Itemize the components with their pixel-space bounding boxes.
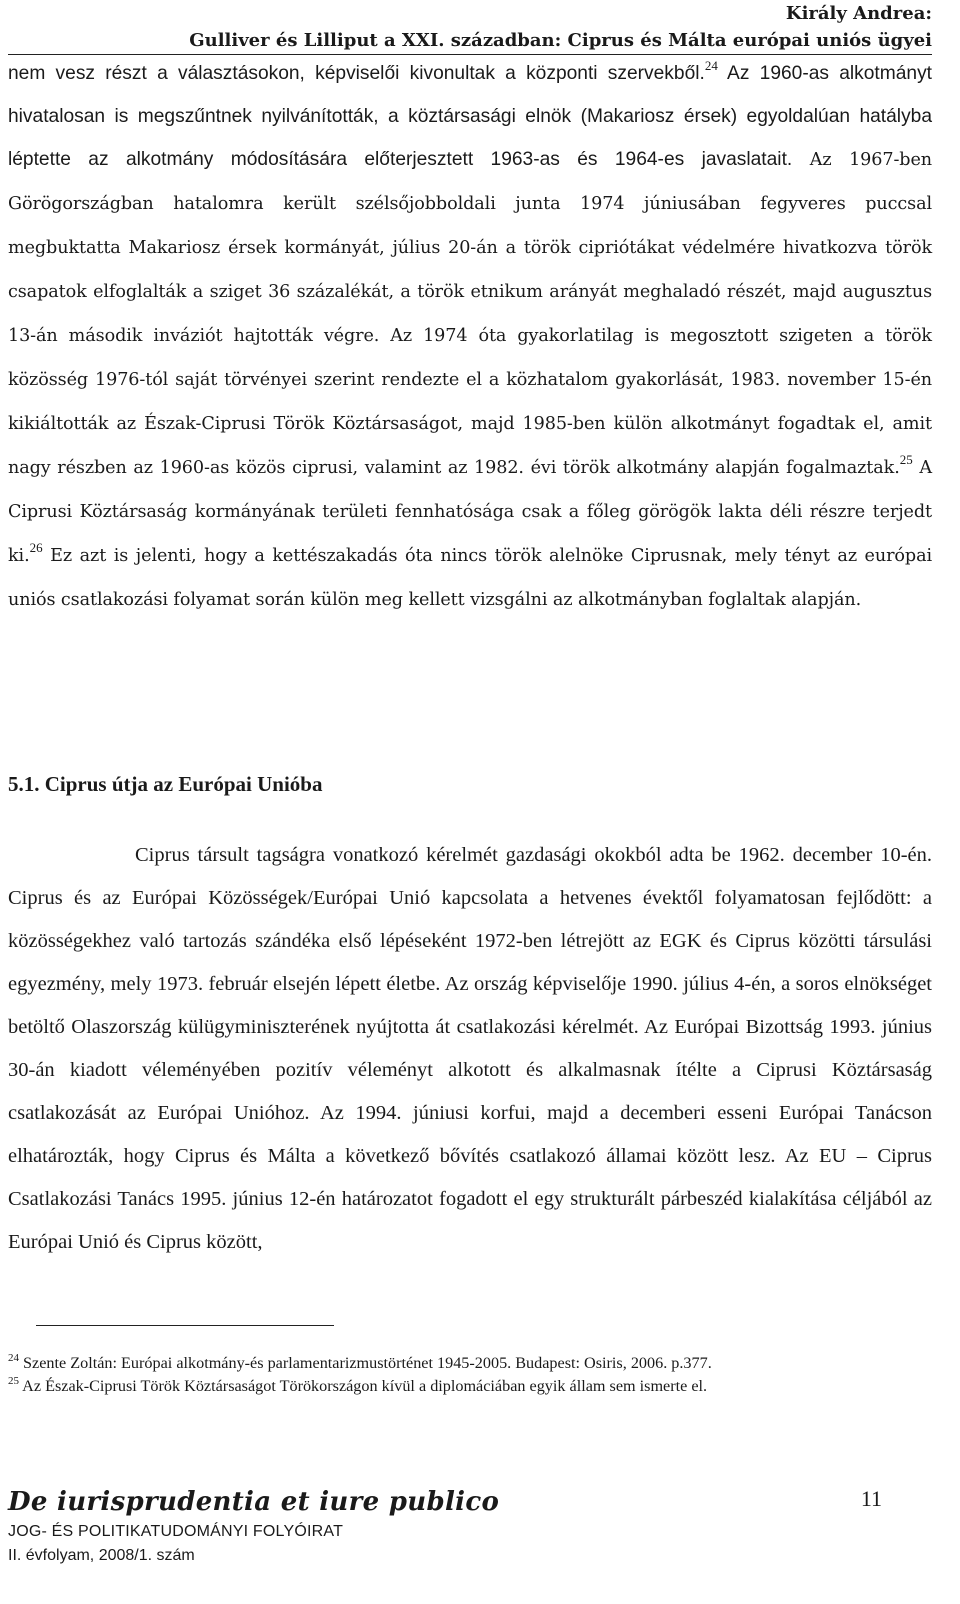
footnote-text: Az Észak-Ciprusi Török Köztársaságot Törökországon kívül a diplomáciában egyik állam sem ismerte el. [19,1377,708,1395]
footnote-divider [36,1325,334,1326]
journal-volume: II. évfolyam, 2008/1. szám [8,1547,195,1564]
paragraph-1-text: Ez azt is jelenti, hogy a kettészakadás óta nincs török alelnöke Ciprusnak, mely tényt az európai uniós csatlakozási folyamat során külön meg kellett vizsgálni az alkotmányban foglaltak alapján. [8,546,932,610]
footnote-text: Szente Zoltán: Európai alkotmány-és parlamentarizmustörténet 1945-2005. Budapest: Osiris, 2006. p.377. [19,1354,712,1372]
footnote-ref-24[interactable]: 24 [704,58,718,73]
journal-motto: De iurisprudentia et iure publico [8,1487,500,1517]
footnote-number: 25 [8,1375,19,1387]
journal-name: JOG- ÉS POLITIKATUDOMÁNYI FOLYÓIRAT [8,1523,344,1540]
paragraph-1-text: A Ciprusi Köztársaság kormányának területi fennhatósága csak a főleg görögök lakta déli részre terjedt ki. [8,458,932,566]
paragraph-1-text: nem vesz részt a választásokon, képviselői kivonultak a központi szervekből. [8,63,705,84]
paragraph-2-text: Ciprus társult tagságra vonatkozó kérelmét gazdasági okokból adta be 1962. december 10-én. Ciprus és az Európai Közösségek/Európai Unió kapcsolata a hetvenes évektől folyamatosan fejlődött: a közösségekhez való tartozás szándéka első lépéseként 1972-ben létrejött az EGK és Ciprus közötti társulási egyezmény, mely 1973. február elsején lépett életbe. Az ország képviselője 1990. július 4-én, a soros elnökséget betöltő Olaszország külügyminiszterének nyújtotta át csatlakozási kérelmét. Az Európai Bizottság 1993. június 30-án kiadott véleményében pozitív véleményt alkotott és alkalmasnak ítélte a Ciprusi Köztársaság csatlakozását az Európai Unióhoz. Az 1994. júniusi korfui, majd a decemberi esseni Európai Tanácson elhatározták, hogy Ciprus és Málta a következő bővítés csatlakozó államai között lesz. Az EU – Ciprus Csatlakozási Tanács 1995. június 12-én határozatot fogadott el egy strukturált párbeszéd kialakítása céljából az Európai Unió és Ciprus között, [8,844,932,1253]
footnote-ref-26[interactable]: 26 [29,540,43,555]
paragraph-1-text: Az 1967-ben Görögországban hatalomra került szélsőjobboldali junta 1974 júniusában fegyveres puccsal megbuktatta Makariosz érsek kormányát, július 20-án a török cipriótákat védelmére hivatkozva török csapatok elfoglalták a sziget 36 százalékát, a török etnikum arányát meghaladó részét, majd augusztus 13-án második inváziót hajtották végre. Az 1974 óta gyakorlatilag is megosztott szigeten a török közösség 1976-tól saját törvényei szerint rendezte el a közhatalom gyakorlását, 1983. november 15-én kikiáltották az Észak-Ciprusi Török Köztársaságot, majd 1985-ben külön alkotmányt fogadtak el, amit nagy részben az 1960-as közös ciprusi, valamint az 1982. évi török alkotmány alapján fogalmaztak. [8,150,932,478]
body-paragraph-2 [8,834,932,1264]
footnote-number: 24 [8,1352,19,1364]
footnote-ref-25[interactable]: 25 [899,452,913,467]
footnotes [8,1352,932,1398]
running-header [189,0,932,54]
header-author: Király Andrea: [785,3,932,24]
page-number: 11 [860,1486,882,1511]
section-heading: 5.1. Ciprus útja az Európai Unióba [8,772,323,796]
body-paragraph-1 [8,52,932,622]
footnote-24 [8,1352,932,1375]
paragraph-1-text: Az 1960-as alkotmányt hivatalosan is megszűntnek nyilvánították, a köztársasági elnök (Makariosz érsek) egyoldalúan hatályba léptette az alkotmány módosítására előterjesztett 1963-as és 1964-es javaslatait. [8,63,933,170]
footnote-25 [8,1375,932,1398]
header-title: Gulliver és Lilliput a XXI. században: Ciprus és Málta európai uniós ügyei [189,30,932,51]
